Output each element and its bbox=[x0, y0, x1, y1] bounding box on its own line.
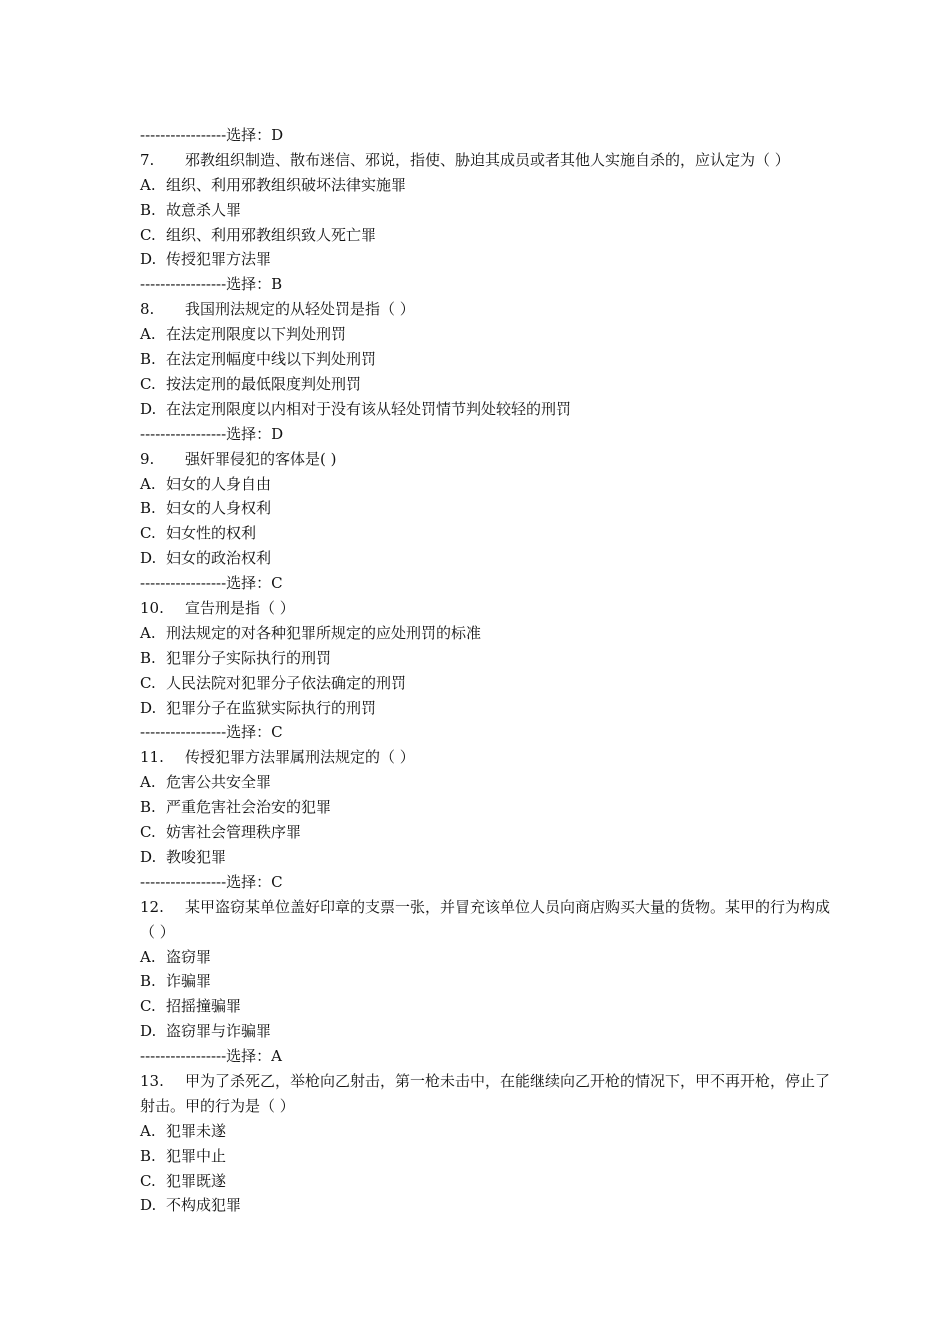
option-letter: A. bbox=[140, 623, 156, 642]
answer-prefix: -----------------选择： bbox=[140, 275, 272, 294]
option-text: 危害公共安全罪 bbox=[166, 773, 272, 792]
option-letter: D. bbox=[140, 1196, 157, 1215]
option-item bbox=[140, 546, 830, 571]
option-letter: C. bbox=[140, 673, 156, 692]
option-text: 刑法规定的对各种犯罪所规定的应处刑罚的标准 bbox=[166, 623, 482, 642]
option-letter: A. bbox=[140, 773, 156, 792]
option-item bbox=[140, 1019, 830, 1044]
option-text: 盗窃罪与诈骗罪 bbox=[166, 1022, 272, 1041]
option-letter: C. bbox=[140, 1171, 156, 1190]
answer-line bbox=[140, 571, 830, 596]
question-text: 我国刑法规定的从轻处罚是指（ ） bbox=[185, 300, 415, 319]
option-text: 犯罪分子在监狱实际执行的刑罚 bbox=[166, 698, 377, 717]
option-letter: A. bbox=[140, 947, 156, 966]
option-item bbox=[140, 646, 830, 671]
option-item bbox=[140, 223, 830, 248]
option-item bbox=[140, 472, 830, 497]
option-text: 人民法院对犯罪分子依法确定的刑罚 bbox=[166, 673, 407, 692]
question-stem bbox=[140, 447, 830, 472]
question-number: 13. bbox=[140, 1071, 164, 1090]
option-text: 传授犯罪方法罪 bbox=[166, 250, 272, 269]
question-number: 10. bbox=[140, 598, 164, 617]
option-item bbox=[140, 1169, 830, 1194]
option-text: 严重危害社会治安的犯罪 bbox=[166, 798, 332, 817]
option-letter: A. bbox=[140, 325, 156, 344]
option-text: 妇女的人身自由 bbox=[166, 474, 272, 493]
option-text: 按法定刑的最低限度判处刑罚 bbox=[166, 374, 362, 393]
question-text: 宣告刑是指（ ） bbox=[185, 598, 295, 617]
question-number: 9. bbox=[140, 449, 155, 468]
option-letter: C. bbox=[140, 374, 156, 393]
option-text: 犯罪分子实际执行的刑罚 bbox=[166, 648, 332, 667]
option-letter: C. bbox=[140, 823, 156, 842]
option-item bbox=[140, 1144, 830, 1169]
question-number: 12. bbox=[140, 897, 164, 916]
option-item bbox=[140, 322, 830, 347]
option-text: 诈骗罪 bbox=[166, 972, 212, 991]
answer-letter: D bbox=[271, 424, 284, 443]
answer-line bbox=[140, 1044, 830, 1069]
answer-prefix: -----------------选择： bbox=[140, 1047, 272, 1066]
option-text: 组织、利用邪教组织致人死亡罪 bbox=[166, 225, 377, 244]
option-letter: D. bbox=[140, 698, 157, 717]
answer-prefix: -----------------选择： bbox=[140, 424, 272, 443]
question-number: 7. bbox=[140, 150, 155, 169]
option-letter: A. bbox=[140, 1121, 156, 1140]
answer-letter: A bbox=[271, 1047, 283, 1066]
option-item bbox=[140, 994, 830, 1019]
option-text: 在法定刑限度以内相对于没有该从轻处罚情节判处较轻的刑罚 bbox=[166, 399, 572, 418]
option-text: 组织、利用邪教组织破坏法律实施罪 bbox=[166, 175, 407, 194]
option-item bbox=[140, 1119, 830, 1144]
option-letter: C. bbox=[140, 225, 156, 244]
question-number: 11. bbox=[140, 748, 164, 767]
option-letter: D. bbox=[140, 1022, 157, 1041]
option-text: 犯罪未遂 bbox=[166, 1121, 227, 1140]
answer-letter: D bbox=[271, 126, 284, 144]
option-letter: B. bbox=[140, 648, 156, 667]
option-item bbox=[140, 795, 830, 820]
option-letter: B. bbox=[140, 200, 156, 219]
option-item bbox=[140, 372, 830, 397]
answer-prefix: -----------------选择： bbox=[140, 574, 272, 593]
answer-line bbox=[140, 870, 830, 895]
option-item bbox=[140, 521, 830, 546]
option-text: 不构成犯罪 bbox=[166, 1196, 242, 1215]
option-item bbox=[140, 621, 830, 646]
answer-line bbox=[140, 272, 830, 297]
question-stem bbox=[140, 148, 830, 173]
option-item bbox=[140, 247, 830, 272]
option-text: 教唆犯罪 bbox=[166, 847, 227, 866]
option-item bbox=[140, 397, 830, 422]
option-letter: B. bbox=[140, 972, 156, 991]
answer-line bbox=[140, 422, 830, 447]
question-text: 某甲盗窃某单位盖好印章的支票一张，并冒充该单位人员向商店购买大量的货物。某甲的行为构成（ ） bbox=[140, 897, 831, 941]
option-text: 犯罪中止 bbox=[166, 1146, 227, 1165]
question-list bbox=[140, 123, 830, 1218]
option-letter: B. bbox=[140, 1146, 156, 1165]
question-stem bbox=[140, 745, 830, 770]
option-item bbox=[140, 820, 830, 845]
option-item bbox=[140, 969, 830, 994]
option-text: 妨害社会管理秩序罪 bbox=[166, 823, 302, 842]
question-stem bbox=[140, 1069, 830, 1119]
option-text: 妇女性的权利 bbox=[166, 524, 257, 543]
question-stem bbox=[140, 297, 830, 322]
option-item bbox=[140, 1193, 830, 1218]
option-letter: D. bbox=[140, 549, 157, 568]
option-text: 妇女的人身权利 bbox=[166, 499, 272, 518]
answer-prefix: -----------------选择： bbox=[140, 723, 272, 742]
option-text: 在法定刑幅度中线以下判处刑罚 bbox=[166, 350, 377, 369]
answer-prefix: -----------------选择： bbox=[140, 872, 272, 891]
option-item bbox=[140, 496, 830, 521]
option-item bbox=[140, 198, 830, 223]
option-item bbox=[140, 173, 830, 198]
option-letter: C. bbox=[140, 997, 156, 1016]
answer-letter: C bbox=[271, 723, 283, 742]
option-item bbox=[140, 347, 830, 372]
option-text: 犯罪既遂 bbox=[166, 1171, 227, 1190]
question-stem bbox=[140, 596, 830, 621]
question-stem bbox=[140, 895, 830, 945]
answer-letter: B bbox=[271, 275, 283, 294]
option-letter: B. bbox=[140, 499, 156, 518]
option-item bbox=[140, 845, 830, 870]
question-number: 8. bbox=[140, 300, 155, 319]
option-item bbox=[140, 671, 830, 696]
option-letter: D. bbox=[140, 399, 157, 418]
answer-line bbox=[140, 123, 830, 148]
option-letter: A. bbox=[140, 175, 156, 194]
question-text: 邪教组织制造、散布迷信、邪说，指使、胁迫其成员或者其他人实施自杀的，应认定为（ ） bbox=[185, 150, 790, 169]
option-letter: C. bbox=[140, 524, 156, 543]
option-letter: D. bbox=[140, 847, 157, 866]
option-item bbox=[140, 945, 830, 970]
option-item bbox=[140, 770, 830, 795]
option-text: 妇女的政治权利 bbox=[166, 549, 272, 568]
option-item bbox=[140, 696, 830, 721]
answer-letter: C bbox=[271, 574, 283, 593]
option-letter: A. bbox=[140, 474, 156, 493]
option-letter: B. bbox=[140, 350, 156, 369]
answer-letter: C bbox=[271, 872, 283, 891]
option-text: 在法定刑限度以下判处刑罚 bbox=[166, 325, 347, 344]
option-letter: D. bbox=[140, 250, 157, 269]
option-text: 故意杀人罪 bbox=[166, 200, 242, 219]
option-text: 盗窃罪 bbox=[166, 947, 212, 966]
question-text: 甲为了杀死乙，举枪向乙射击，第一枪未击中，在能继续向乙开枪的情况下，甲不再开枪，停止了射击。甲的行为是（ ） bbox=[140, 1071, 831, 1115]
answer-prefix: -----------------选择： bbox=[140, 126, 272, 144]
answer-line bbox=[140, 720, 830, 745]
option-text: 招摇撞骗罪 bbox=[166, 997, 242, 1016]
question-text: 传授犯罪方法罪属刑法规定的（ ） bbox=[185, 748, 415, 767]
option-letter: B. bbox=[140, 798, 156, 817]
question-text: 强奸罪侵犯的客体是( ) bbox=[185, 449, 337, 468]
